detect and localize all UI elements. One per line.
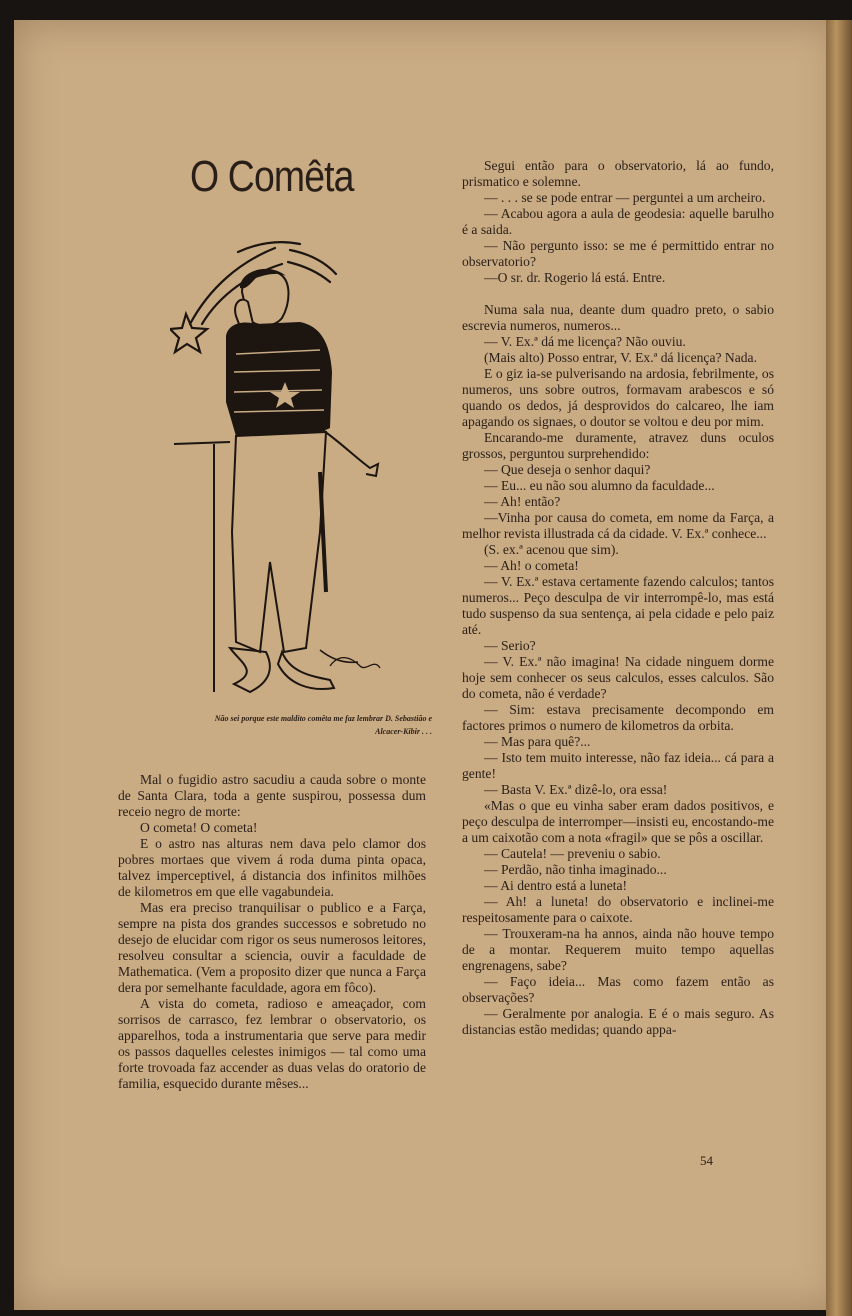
paragraph: — V. Ex.ª dá me licença? Não ouviu. [484,334,686,349]
paragraph: — Cautela! — preveniu o sabio. [484,846,661,861]
paragraph: — Ah! a luneta! do observatorio e inclinei-me respeitosamente para o caixote. [462,894,774,925]
paragraph: — Acabou agora a aula de geodesia: aquelle barulho é a saida. [462,206,774,237]
paragraph: Encarando-me duramente, atravez duns oculos grossos, perguntou surprehendido: [462,430,774,461]
illustration-caption: Não sei porque este maldito comêta me faz lembrar D. Sebastião e Alcacer-Kibir . . . [214,714,432,736]
article-title: O Comêta [190,152,354,201]
paragraph: — Sim: estava precisamente decompondo em factores primos o numero de kilometros da orbita. [462,702,774,733]
paragraph: Mal o fugidio astro sacudiu a cauda sobre o monte de Santa Clara, toda a gente suspirou, possessa dum receio negro de morte: [118,772,426,819]
paragraph: — V. Ex.ª não imagina! Na cidade ninguem dorme hoje sem conhecer os seus calculos, esses calculos. São do cometa, não é verdade? [462,654,774,701]
caricature-illustration [170,232,420,702]
paragraph: — . . . se se pode entrar — perguntei a um archeiro. [484,190,766,205]
paragraph: — Faço ideia... Mas como fazem então as observações? [462,974,774,1005]
page-spine [826,20,852,1316]
paragraph: — Ah! então? [484,494,561,509]
paragraph: — V. Ex.ª estava certamente fazendo calculos; tantos numeros... Peço desculpa de vir interrompê-lo, mas está tudo suspenso da sua sentença, ai pela cidade e pelo paiz até. [462,574,774,637]
paragraph: E o giz ia-se pulverisando na ardosia, febrilmente, os numeros, uns sobre outros, formavam arabescos e só quando os dedos, já desprovidos do calcareo, lhe iam apagando os signaes, o doutor se voltou e deu por mim. [462,366,774,429]
paragraph: — Mas para quê?... [484,734,591,749]
article-left-column [118,772,426,1092]
paragraph: E o astro nas alturas nem dava pelo clamor dos pobres mortaes que vivem á roda duma pinta opaca, talvez imperceptivel, á distancia dos infinitos milhões de kilometros em que elle vagabundeia. [118,836,426,899]
paragraph: — Serio? [484,638,536,653]
paragraph: O cometa! O cometa! [140,820,258,835]
paragraph: — Basta V. Ex.ª dizê-lo, ora essa! [484,782,668,797]
paragraph: Segui então para o observatorio, lá ao fundo, prismatico e solemne. [462,158,774,189]
paragraph: — Não pergunto isso: se me é permittido entrar no observatorio? [462,238,774,269]
paragraph: — Geralmente por analogia. E é o mais seguro. As distancias estão medidas; quando appa- [462,1006,774,1037]
paragraph: (Mais alto) Posso entrar, V. Ex.ª dá licença? Nada. [484,350,757,365]
paragraph: A vista do cometa, radioso e ameaçador, com sorrisos de carrasco, fez lembrar o observatorio, os apparelhos, toda a instrumentaria que serve para medir os passos daquelles celestes inimigos — tal como uma forte trovoada faz accender as duas velas do oratorio de familia, esquecido durante mêses... [118,996,426,1091]
paragraph: — Eu... eu não sou alumno da faculdade... [484,478,715,493]
paragraph: — Isto tem muito interesse, não faz ideia... cá para a gente! [462,750,774,781]
paragraph: —Vinha por causa do cometa, em nome da Farça, a melhor revista illustrada cá da cidade. V. Ex.ª conhece... [462,510,774,541]
paragraph: Mas era preciso tranquilisar o publico e a Farça, sempre na pista dos grandes successos e sobretudo no desejo de elucidar com rigor os seus numerosos leitores, resolveu consultar a sciencia, ouvir a faculdade de Mathematica. (Vem a proposito dizer que nunca a Farça dera por semelhante faculdade, agora em fôco). [118,900,426,995]
paragraph: — Trouxeram-na ha annos, ainda não houve tempo de a montar. Requerem muito tempo aquellas engrenagens, sabe? [462,926,774,973]
paragraph: —O sr. dr. Rogerio lá está. Entre. [484,270,666,285]
page-number: 54 [700,1153,713,1168]
paragraph: — Ai dentro está a luneta! [484,878,628,893]
article-right-column [462,158,774,1038]
paragraph: — Perdão, não tinha imaginado... [484,862,667,877]
paragraph: — Ah! o cometa! [484,558,579,573]
paragraph: (S. ex.ª acenou que sim). [484,542,619,557]
paragraph: «Mas o que eu vinha saber eram dados positivos, e peço desculpa de interromper—insisti eu, encostando-me a um caixotão com a nota «fragil» que se pôs a oscillar. [462,798,774,845]
paragraph: — Que deseja o senhor daqui? [484,462,651,477]
paragraph: Numa sala nua, deante dum quadro preto, o sabio escrevia numeros, numeros... [462,302,774,333]
